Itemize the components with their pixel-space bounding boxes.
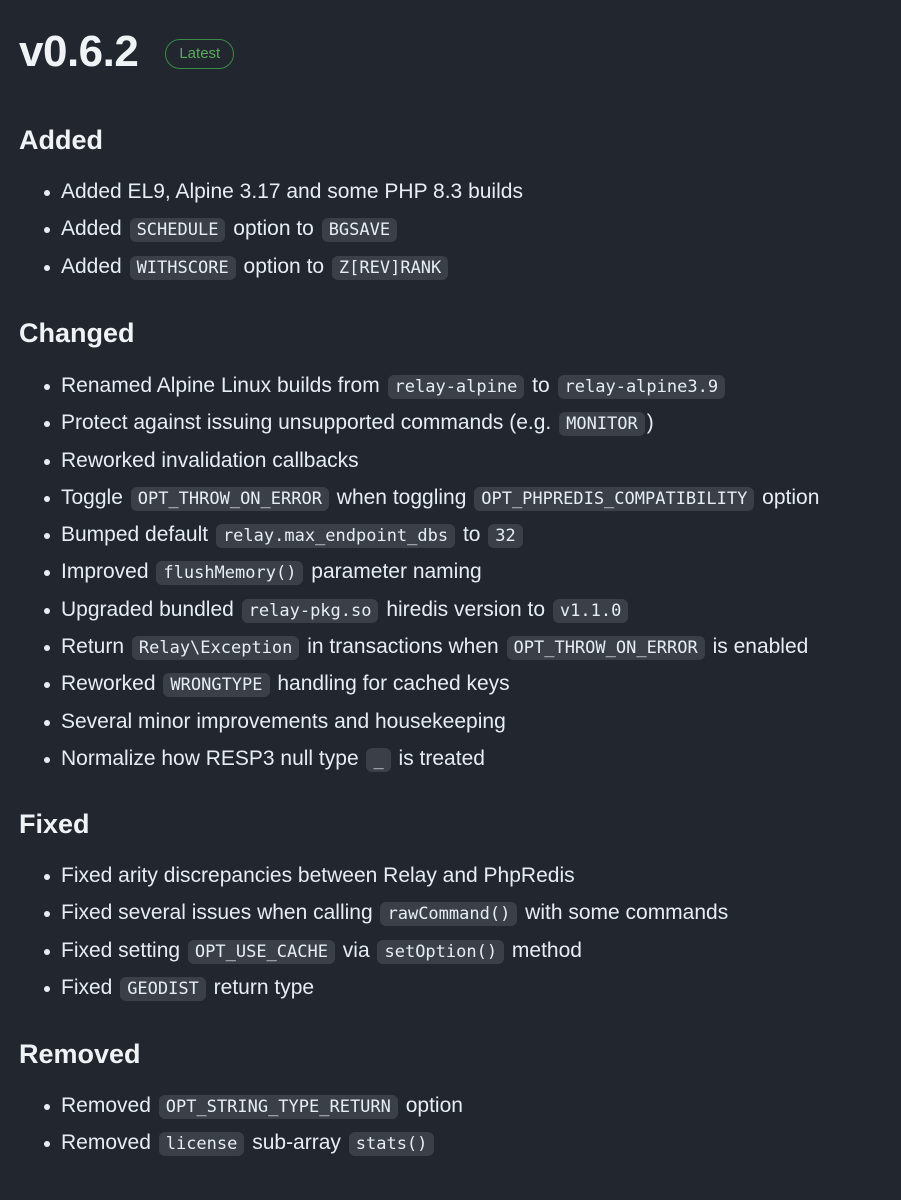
item-text: with some commands: [519, 901, 729, 925]
item-text: option: [756, 485, 820, 509]
item-text: method: [506, 938, 582, 962]
inline-code: rawCommand(): [380, 902, 517, 926]
latest-badge: Latest: [165, 39, 234, 69]
list-fixed: [19, 862, 882, 1011]
release-header: [19, 0, 882, 106]
inline-code: OPT_USE_CACHE: [188, 940, 335, 964]
list-changed: [19, 372, 882, 782]
inline-code: flushMemory(): [156, 561, 303, 585]
item-text: via: [336, 938, 376, 962]
inline-code: stats(): [349, 1132, 435, 1156]
item-text: Improved: [61, 560, 155, 584]
inline-code: SCHEDULE: [130, 218, 226, 242]
item-text: ): [646, 411, 654, 435]
item-text: Return: [61, 635, 130, 659]
inline-code: OPT_THROW_ON_ERROR: [131, 487, 329, 511]
section-heading-removed: Removed: [19, 1039, 141, 1069]
list-item: [19, 521, 882, 558]
list-item: [19, 862, 882, 899]
item-text: Fixed: [61, 975, 119, 999]
version-title: v0.6.2: [19, 27, 139, 76]
item-text: Reworked: [61, 672, 162, 696]
inline-code: relay-pkg.so: [242, 599, 379, 623]
item-text: Upgraded bundled: [61, 597, 240, 621]
list-item: [19, 409, 882, 446]
item-text: to: [457, 523, 487, 547]
list-item: [19, 899, 882, 936]
list-item: [19, 1092, 882, 1129]
section-fixed: [19, 808, 882, 1011]
item-text: handling for cached keys: [271, 672, 510, 696]
list-removed: [19, 1092, 882, 1167]
item-text: Removed: [61, 1131, 157, 1155]
item-text: Fixed arity discrepancies between Relay and PhpRedis: [61, 864, 575, 887]
list-item: [19, 372, 882, 409]
inline-code: setOption(): [377, 940, 504, 964]
inline-code: Z[REV]RANK: [332, 256, 448, 280]
item-text: sub-array: [246, 1131, 347, 1155]
item-text: return type: [207, 975, 315, 999]
list-item: [19, 178, 882, 215]
inline-code: GEODIST: [120, 977, 206, 1001]
item-text: hiredis version to: [380, 597, 551, 621]
inline-code: OPT_STRING_TYPE_RETURN: [159, 1095, 398, 1119]
inline-code: relay-alpine: [388, 375, 525, 399]
inline-code: _: [366, 748, 390, 772]
item-text: Normalize how RESP3 null type: [61, 746, 365, 770]
list-item: [19, 215, 882, 252]
item-text: is treated: [392, 746, 485, 770]
inline-code: Relay\Exception: [132, 636, 300, 660]
section-heading-changed: Changed: [19, 318, 135, 348]
item-text: Toggle: [61, 485, 129, 509]
list-added: [19, 178, 882, 290]
item-text: option: [399, 1094, 463, 1117]
inline-code: BGSAVE: [322, 218, 397, 242]
item-text: Added: [61, 217, 128, 241]
inline-code: OPT_THROW_ON_ERROR: [507, 636, 705, 660]
item-text: is enabled: [706, 635, 809, 659]
item-text: parameter naming: [305, 560, 482, 584]
item-text: Reworked invalidation callbacks: [61, 448, 359, 472]
inline-code: WITHSCORE: [130, 256, 236, 280]
item-text: Added: [61, 254, 128, 278]
inline-code: license: [159, 1132, 245, 1156]
list-item: [19, 974, 882, 1011]
item-text: Renamed Alpine Linux builds from: [61, 374, 386, 397]
item-text: Several minor improvements and housekeeping: [61, 709, 506, 733]
list-item: [19, 670, 882, 707]
item-text: Added EL9, Alpine 3.17 and some PHP 8.3 builds: [61, 180, 523, 203]
item-text: when toggling: [330, 485, 473, 509]
list-item: [19, 708, 882, 745]
item-text: Fixed setting: [61, 938, 186, 962]
list-item: [19, 745, 882, 782]
item-text: to: [526, 374, 556, 397]
item-text: Fixed several issues when calling: [61, 901, 379, 925]
list-item: [19, 596, 882, 633]
list-item: [19, 484, 882, 521]
inline-code: v1.1.0: [553, 599, 628, 623]
list-item: [19, 633, 882, 670]
item-text: Protect against issuing unsupported commands (e.g.: [61, 411, 558, 435]
inline-code: MONITOR: [559, 412, 645, 436]
list-item: [19, 253, 882, 290]
item-text: option to: [237, 254, 330, 278]
list-item: [19, 558, 882, 595]
section-removed: [19, 1038, 882, 1167]
section-changed: [19, 317, 882, 782]
section-heading-added: Added: [19, 125, 103, 155]
item-text: in transactions when: [301, 635, 505, 659]
item-text: Bumped default: [61, 523, 214, 547]
inline-code: OPT_PHPREDIS_COMPATIBILITY: [474, 487, 754, 511]
inline-code: 32: [488, 524, 522, 548]
inline-code: relay-alpine3.9: [558, 375, 726, 399]
inline-code: WRONGTYPE: [163, 673, 269, 697]
inline-code: relay.max_endpoint_dbs: [216, 524, 455, 548]
section-added: [19, 124, 882, 290]
list-item: [19, 1129, 882, 1166]
section-heading-fixed: Fixed: [19, 809, 90, 839]
item-text: Removed: [61, 1094, 157, 1117]
list-item: [19, 447, 882, 484]
list-item: [19, 937, 882, 974]
item-text: option to: [227, 217, 320, 241]
